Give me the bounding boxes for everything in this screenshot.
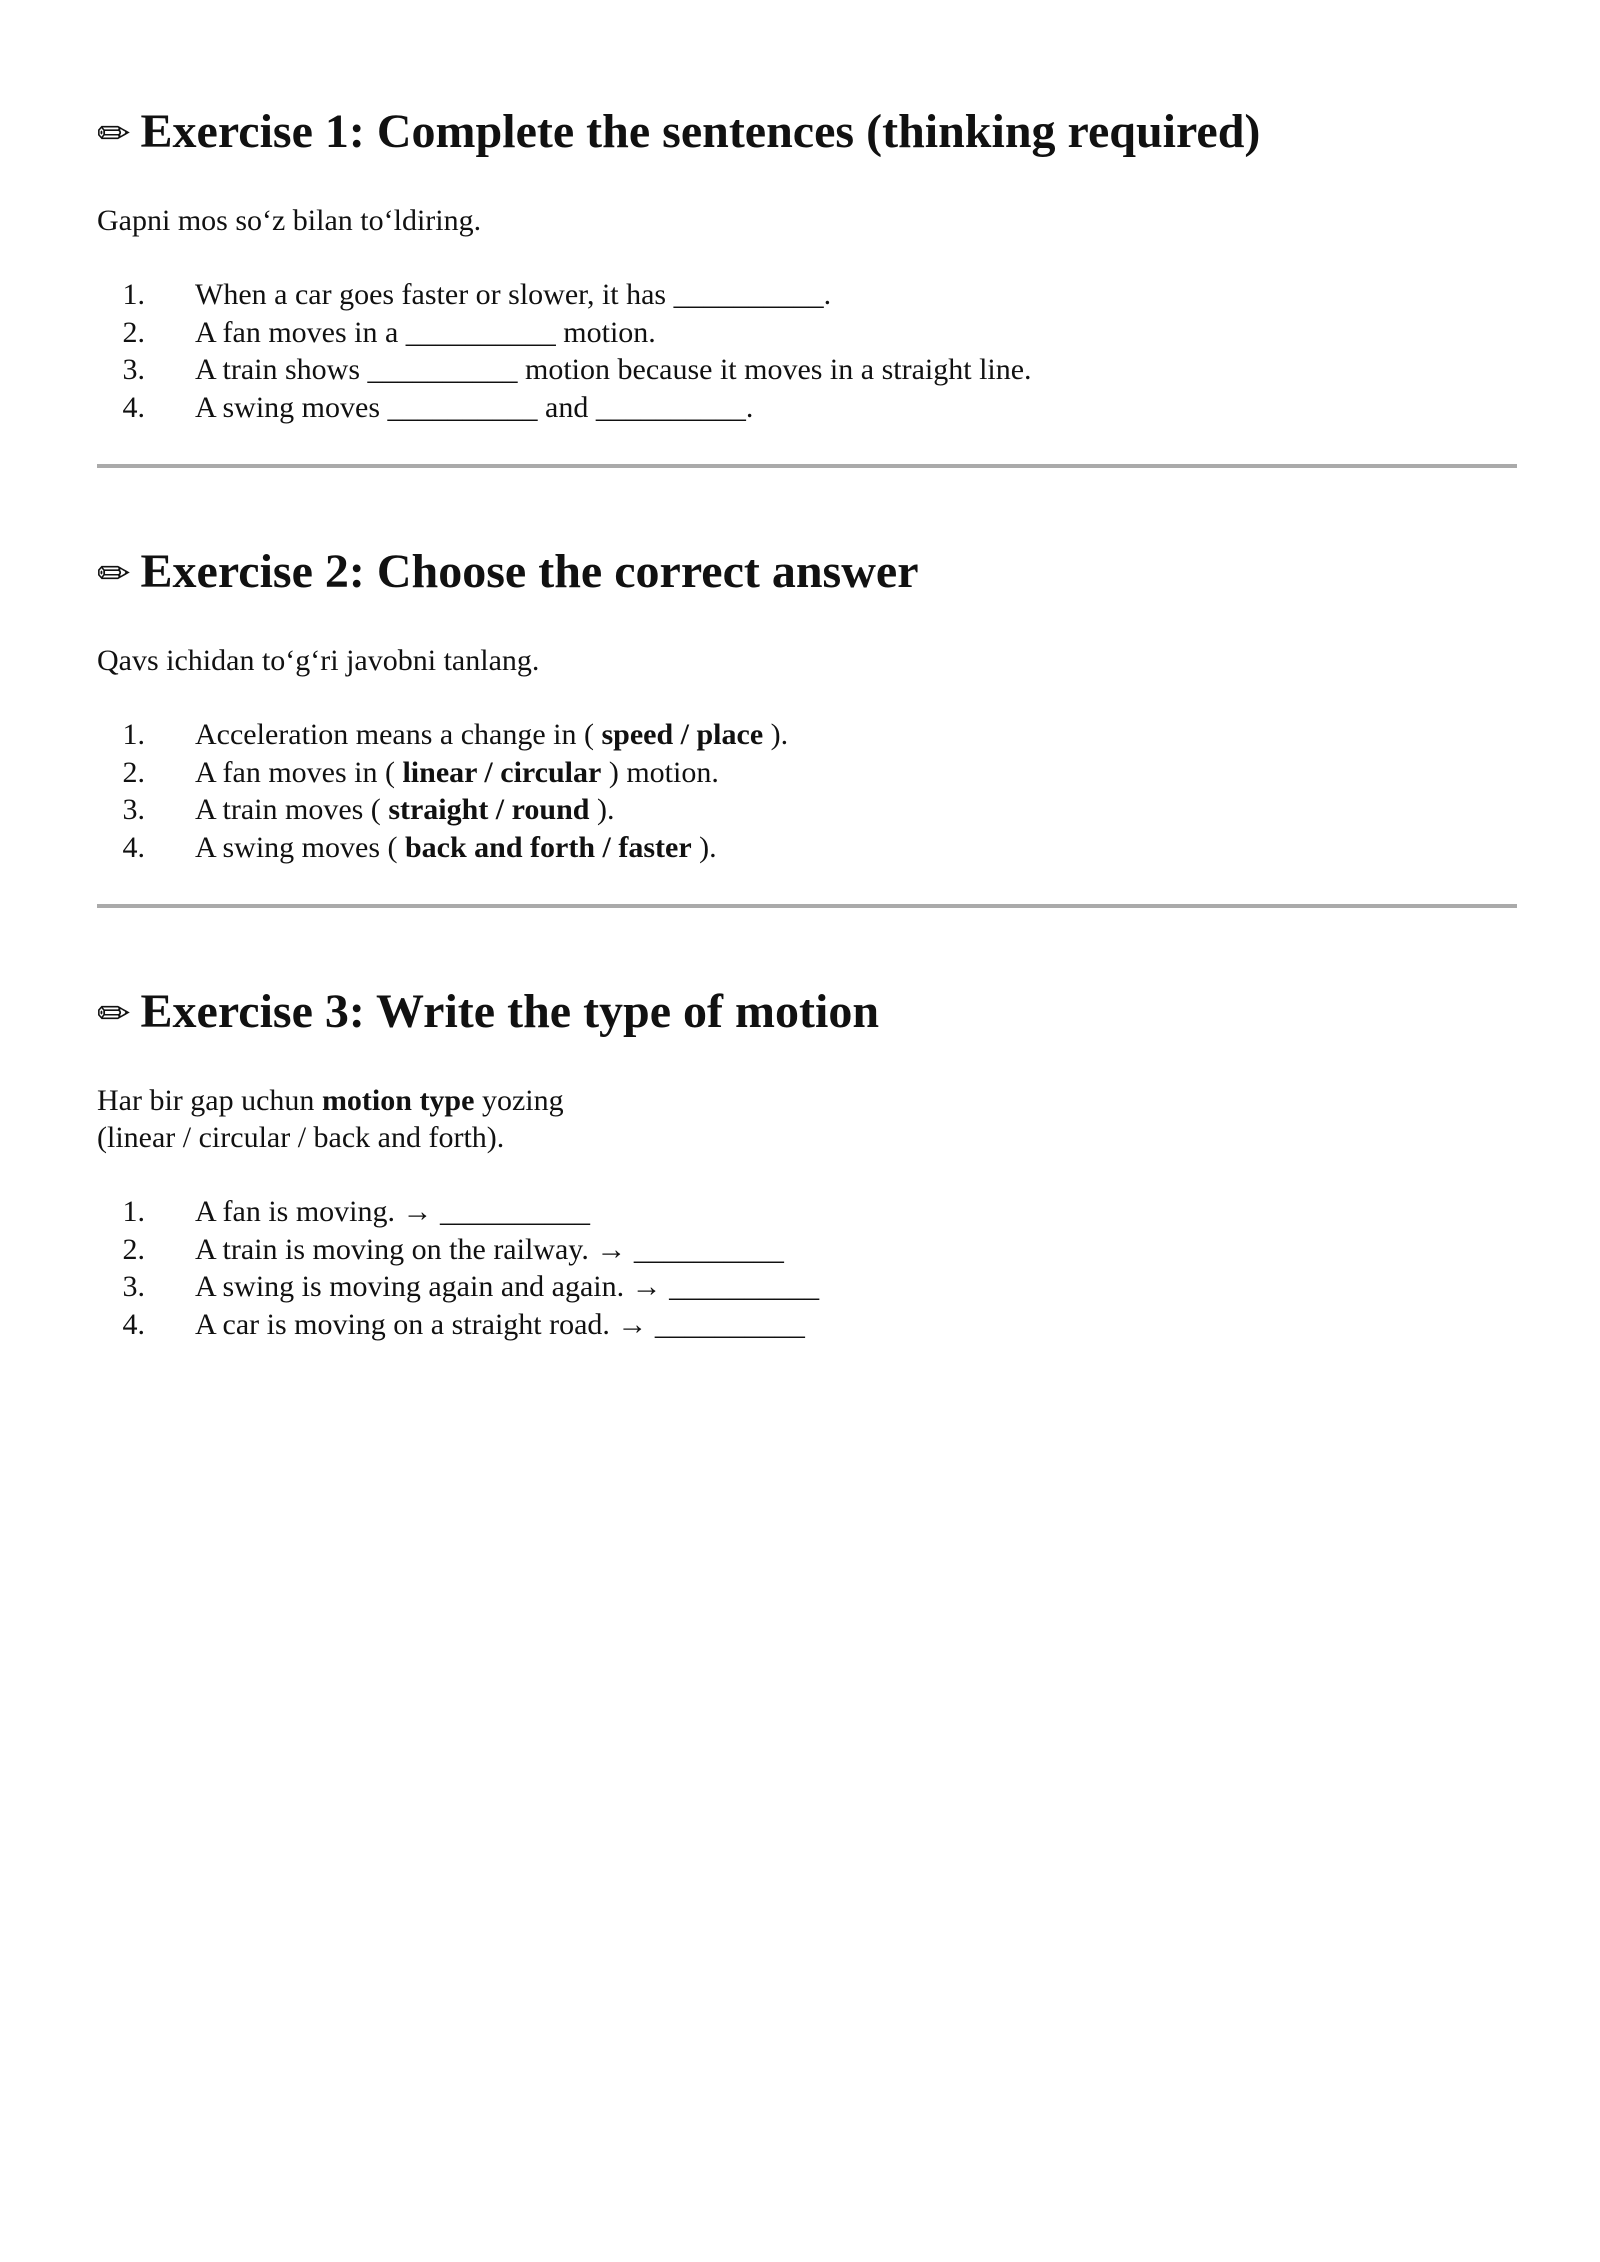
instruction-bold: motion type <box>321 1084 475 1117</box>
list-item <box>97 754 788 792</box>
section-divider <box>97 904 1517 908</box>
exercise-3-title-text: Exercise 3: Write the type of motion <box>140 985 880 1038</box>
pencil-icon: ✏ <box>97 991 131 1037</box>
exercise-3-list <box>97 1193 819 1343</box>
item-options: linear / circular <box>402 755 602 789</box>
item-text-after: ). <box>691 830 717 864</box>
instruction-text-after: yozing <box>474 1084 564 1117</box>
exercise-1-instruction: Gapni mos so‘z bilan to‘ldiring. <box>97 204 482 237</box>
item-number: 1. <box>122 278 145 311</box>
item-options: back and forth / faster <box>405 830 692 864</box>
item-text-after: ). <box>763 718 789 751</box>
list-item <box>97 314 1032 352</box>
exercise-2-list <box>97 716 788 866</box>
item-number: 4. <box>122 830 145 864</box>
item-number: 1. <box>122 718 145 751</box>
instruction-line-2: (linear / circular / back and forth). <box>97 1121 505 1154</box>
item-text <box>195 754 719 792</box>
item-number: 1. <box>122 1195 145 1228</box>
item-text-before: A swing moves ( <box>195 830 405 864</box>
item-number: 2. <box>122 755 145 789</box>
exercise-1-title <box>97 104 1260 162</box>
list-item <box>97 791 788 829</box>
item-text: A train shows __________ motion because it moves in a straight line. <box>195 353 1032 386</box>
item-number: 4. <box>122 1307 145 1341</box>
exercise-2-title <box>97 544 919 602</box>
list-item <box>97 351 1032 389</box>
item-text: A swing is moving again and again. → __________ <box>195 1270 820 1303</box>
list-item <box>97 276 1032 314</box>
pencil-icon: ✏ <box>97 551 131 597</box>
item-number: 2. <box>122 315 145 349</box>
item-options: speed / place <box>601 718 764 751</box>
item-number: 3. <box>122 1270 145 1303</box>
item-text-before: A fan moves in ( <box>195 755 403 789</box>
section-divider <box>97 464 1517 468</box>
item-text-after: ). <box>589 793 615 826</box>
item-text <box>195 716 788 754</box>
list-item <box>97 829 788 867</box>
item-text-before: A train moves ( <box>195 793 389 826</box>
item-number: 2. <box>122 1232 145 1266</box>
item-text <box>195 791 614 829</box>
pencil-icon: ✏ <box>97 111 131 157</box>
item-text <box>195 829 717 867</box>
item-number: 4. <box>122 390 145 424</box>
list-item <box>97 1306 819 1344</box>
item-text: A train is moving on the railway. → __________ <box>195 1232 784 1266</box>
instruction-text-before: Har bir gap uchun <box>97 1084 322 1117</box>
item-text: A fan is moving. → __________ <box>195 1195 590 1228</box>
exercise-1-title-text: Exercise 1: Complete the sentences (thinking required) <box>140 105 1261 158</box>
exercise-3-title <box>97 984 879 1042</box>
item-text: When a car goes faster or slower, it has __________. <box>195 278 832 311</box>
list-item <box>97 389 1032 427</box>
item-text-after: ) motion. <box>601 755 719 789</box>
item-text: A swing moves __________ and __________. <box>195 390 754 424</box>
list-item <box>97 1193 819 1231</box>
item-number: 3. <box>122 353 145 386</box>
exercise-1-list <box>97 276 1032 426</box>
item-options: straight / round <box>388 793 590 826</box>
exercise-2-title-text: Exercise 2: Choose the correct answer <box>140 545 919 598</box>
exercise-2-instruction: Qavs ichidan to‘g‘ri javobni tanlang. <box>97 644 540 677</box>
item-text: A car is moving on a straight road. → __________ <box>195 1307 805 1341</box>
item-text-before: Acceleration means a change in ( <box>195 718 602 751</box>
exercise-3-instruction <box>97 1082 564 1156</box>
item-text: A fan moves in a __________ motion. <box>195 315 656 349</box>
item-number: 3. <box>122 793 145 826</box>
list-item <box>97 716 788 754</box>
list-item <box>97 1268 819 1306</box>
list-item <box>97 1231 819 1269</box>
